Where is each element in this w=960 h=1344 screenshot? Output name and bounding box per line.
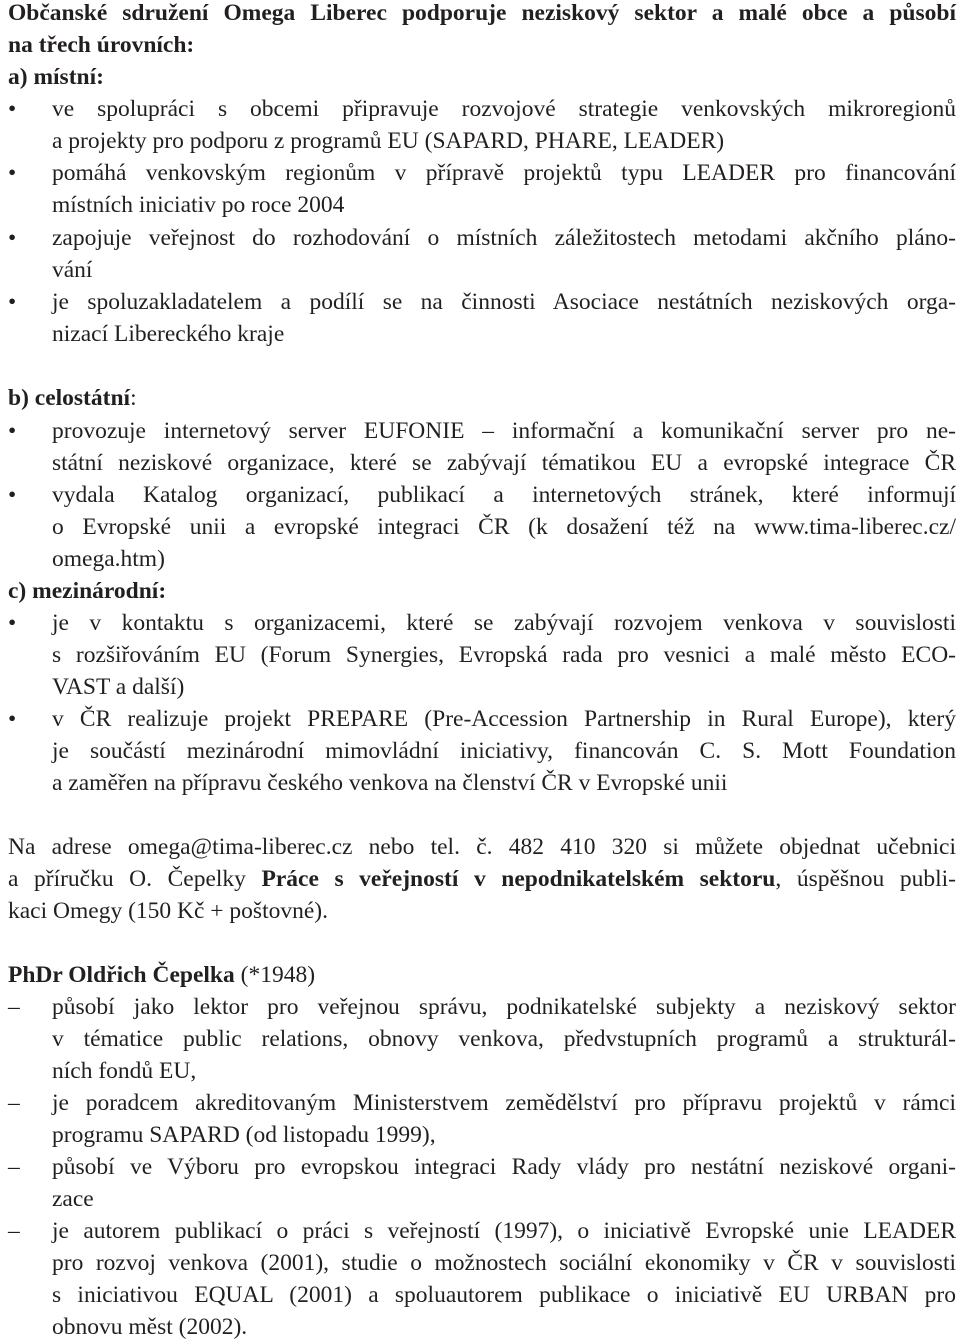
author-heading bbox=[8, 959, 956, 991]
author-item-3-line-2: zace bbox=[52, 1186, 94, 1212]
author-item-1-line-1: působí jako lektor pro veřejnou správu, podnikatelské subjekty a neziskový sektor bbox=[52, 994, 956, 1020]
section-label-local: a) místní: bbox=[8, 64, 104, 90]
contact-line-1: Na adrese omega@tima-liberec.cz nebo tel. č. 482 410 320 si můžete objednat učebnici bbox=[8, 834, 956, 860]
bullet-marker: • bbox=[8, 225, 17, 251]
author-item-2-line-2: programu SAPARD (od listopadu 1999), bbox=[52, 1122, 436, 1148]
section-label-international: c) mezinárodní: bbox=[8, 578, 167, 604]
author-name: PhDr Oldřich Čepelka bbox=[8, 962, 235, 988]
national-bullet-2-line-3: omega.htm) bbox=[52, 546, 165, 572]
local-bullet-3-line-2: vání bbox=[52, 257, 93, 283]
national-bullet-1-line-1: provozuje internetový server EUFONIE – informační a komunikační server pro ne- bbox=[52, 418, 956, 444]
international-bullet-2-line-1: v ČR realizuje projekt PREPARE (Pre-Accession Partnership in Rural Europe), který bbox=[52, 706, 956, 732]
local-bullet-1-line-1: ve spolupráci s obcemi připravuje rozvojové strategie venkovských mikroregionů bbox=[52, 96, 956, 122]
local-bullet-4-line-2: nizací Libereckého kraje bbox=[52, 321, 285, 347]
local-bullet-2-line-1: pomáhá venkovským regionům v přípravě projektů typu LEADER pro financování bbox=[52, 160, 956, 186]
author-item-2-line-1: je poradcem akreditovaným Ministerstvem zemědělství pro přípravu projektů v rámci bbox=[52, 1090, 956, 1116]
contact-line-2-start: a příručku O. Čepelky bbox=[8, 866, 262, 892]
author-born: (*1948) bbox=[234, 962, 316, 988]
local-bullet-1-line-2: a projekty pro podporu z programů EU (SAPARD, PHARE, LEADER) bbox=[52, 128, 725, 154]
international-bullet-1-line-2: s rozšiřováním EU (Forum Synergies, Evropská rada pro vesnici a malé město ECO- bbox=[52, 642, 956, 668]
bullet-marker: • bbox=[8, 706, 17, 732]
section-label-national bbox=[8, 382, 956, 414]
local-bullet-3-line-1: zapojuje veřejnost do rozhodování o místních záležitostech metodami akčního pláno- bbox=[52, 225, 956, 251]
national-bullet-2-line-2: o Evropské unii a evropské integraci ČR (k dosažení též na www.tima-liberec.cz/ bbox=[52, 514, 956, 540]
national-bullet-2-line-1: vydala Katalog organizací, publikací a internetových stránek, které informují bbox=[52, 482, 956, 508]
author-item-4-line-3: s iniciativou EQUAL (2001) a spoluautorem publikace o iniciativě EU URBAN pro bbox=[52, 1282, 956, 1308]
intro-heading-line-1: Občanské sdružení Omega Liberec podporuje neziskový sektor a malé obce a působí bbox=[8, 0, 956, 26]
dash-marker: – bbox=[8, 1154, 20, 1180]
bullet-marker: • bbox=[8, 610, 17, 636]
international-bullet-1-line-3: VAST a další) bbox=[52, 674, 185, 700]
author-item-1-line-3: ních fondů EU, bbox=[52, 1058, 197, 1084]
author-item-1-line-2: v tématice public relations, obnovy venkova, předvstupních programů a strukturál- bbox=[52, 1026, 956, 1052]
contact-line-2-end: , úspěšnou publi- bbox=[775, 866, 956, 892]
author-item-4-line-4: obnovu měst (2002). bbox=[52, 1314, 248, 1340]
dash-marker: – bbox=[8, 1218, 20, 1244]
section-label-national-text: b) celostátní bbox=[8, 385, 131, 411]
author-item-4-line-2: pro rozvoj venkova (2001), studie o možnostech sociální ekonomiky v ČR v souvislosti bbox=[52, 1250, 956, 1276]
author-item-4-line-1: je autorem publikací o práci s veřejností (1997), o iniciativě Evropské unie LEADER bbox=[52, 1218, 956, 1244]
international-bullet-2-line-2: je součástí mezinárodní mimovládní iniciativy, financován C. S. Mott Foundation bbox=[52, 738, 956, 764]
author-item-3-line-1: působí ve Výboru pro evropskou integraci Rady vlády pro nestátní neziskové organi- bbox=[52, 1154, 956, 1180]
international-bullet-1-line-1: je v kontaktu s organizacemi, které se zabývají rozvojem venkova v souvislosti bbox=[52, 610, 956, 636]
local-bullet-4-line-1: je spoluzakladatelem a podílí se na činnosti Asociace nestátních neziskových orga- bbox=[52, 289, 956, 315]
dash-marker: – bbox=[8, 1090, 20, 1116]
contact-line-2 bbox=[8, 863, 956, 895]
international-bullet-2-line-3: a zaměřen na přípravu českého venkova na členství ČR v Evropské unii bbox=[52, 770, 728, 796]
national-bullet-1-line-2: státní neziskové organizace, které se zabývají tématikou EU a evropské integrace ČR bbox=[52, 450, 956, 476]
bullet-marker: • bbox=[8, 418, 17, 444]
dash-marker: – bbox=[8, 994, 20, 1020]
bullet-marker: • bbox=[8, 289, 17, 315]
contact-line-3: kaci Omegy (150 Kč + poštovné). bbox=[8, 898, 328, 924]
bullet-marker: • bbox=[8, 96, 17, 122]
book-title: Práce s veřejností v nepodnikatelském sektoru bbox=[261, 866, 776, 892]
intro-heading-line-2: na třech úrovních: bbox=[8, 32, 195, 58]
local-bullet-2-line-2: místních iniciativ po roce 2004 bbox=[52, 192, 345, 218]
section-label-national-colon: : bbox=[130, 385, 137, 411]
bullet-marker: • bbox=[8, 482, 17, 508]
bullet-marker: • bbox=[8, 160, 17, 186]
